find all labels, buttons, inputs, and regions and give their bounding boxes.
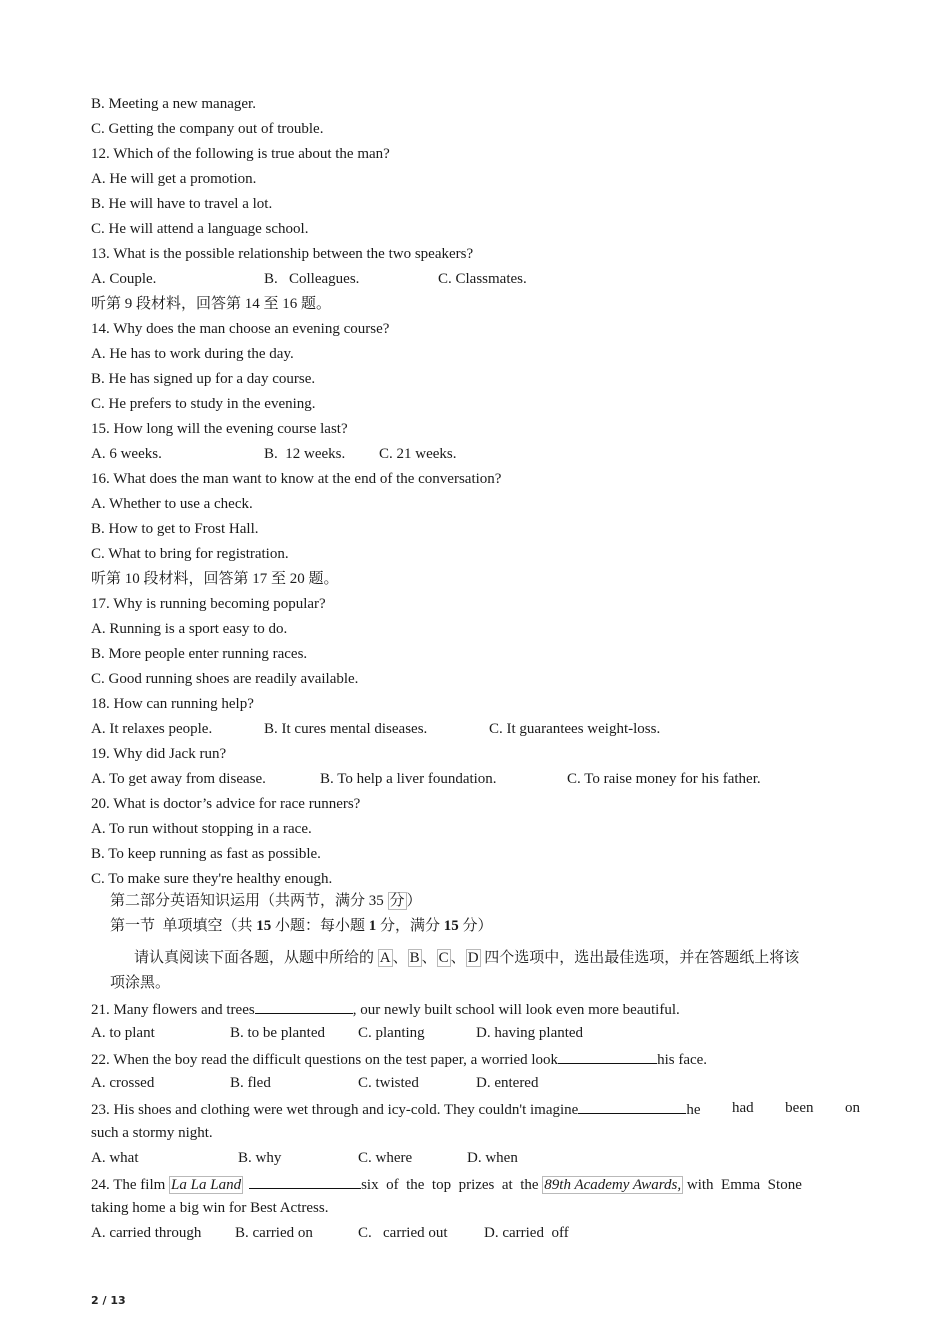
section-instruction: 听第 10 段材料，回答第 17 至 20 题。 xyxy=(91,571,339,587)
option-c: C. It guarantees weight-loss. xyxy=(489,721,661,737)
answer-blank xyxy=(249,1174,361,1189)
question-text: had xyxy=(732,1100,754,1116)
option-c: C. twisted xyxy=(358,1075,419,1091)
part-heading-text: ） xyxy=(406,893,422,909)
text-line: C. Getting the company out of trouble. xyxy=(91,121,324,137)
option-c: C. 21 weeks. xyxy=(379,446,457,462)
text-line: C. He will attend a language school. xyxy=(91,221,309,237)
separator: 、 xyxy=(450,950,466,966)
option-b: B. fled xyxy=(230,1075,271,1091)
option-a: A. to plant xyxy=(91,1025,155,1041)
option-d: D. having planted xyxy=(476,1025,584,1041)
text-line: B. How to get to Frost Hall. xyxy=(91,521,259,537)
separator: 、 xyxy=(392,950,408,966)
text-line: B. More people enter running races. xyxy=(91,646,308,662)
text-line: A. To run without stopping in a race. xyxy=(91,821,312,837)
section-heading xyxy=(110,917,493,935)
text-line: A. Whether to use a check. xyxy=(91,496,253,512)
film-title: La La Land xyxy=(171,1177,242,1193)
question-text: been xyxy=(785,1100,814,1116)
option-a: A. what xyxy=(91,1150,139,1166)
text-line: C. What to bring for registration. xyxy=(91,546,289,562)
question-text: , our newly built school will look even more beautiful. xyxy=(352,1002,680,1018)
option-a: A. carried through xyxy=(91,1225,202,1241)
text-line: C. Good running shoes are readily available. xyxy=(91,671,359,687)
text-line: A. He has to work during the day. xyxy=(91,346,294,362)
section-heading-text: 分，满分 xyxy=(376,918,444,934)
option-b: B. carried on xyxy=(235,1225,313,1241)
page-number: 2 / 13 xyxy=(91,1294,126,1307)
option-a: A. Couple. xyxy=(91,271,157,287)
question-23 xyxy=(91,1099,860,1119)
question-15: 15. How long will the evening course last? xyxy=(91,421,348,437)
question-18: 18. How can running help? xyxy=(91,696,254,712)
question-text: on xyxy=(845,1100,860,1116)
text-line: C. To make sure they're healthy enough. xyxy=(91,871,333,887)
option-a: A. It relaxes people. xyxy=(91,721,213,737)
choice-letter: A xyxy=(379,950,391,966)
text-line: B. He has signed up for a day course. xyxy=(91,371,316,387)
text-line: C. He prefers to study in the evening. xyxy=(91,396,316,412)
text-line: A. He will get a promotion. xyxy=(91,171,257,187)
section-heading-text: 第一节 单项填空（共 xyxy=(110,918,257,934)
section-heading-text: 小题：每小题 xyxy=(271,918,369,934)
question-22 xyxy=(91,1049,707,1069)
section-heading-text: 分） xyxy=(458,918,493,934)
text-line: B. Meeting a new manager. xyxy=(91,96,256,112)
choice-letter: B xyxy=(409,950,420,966)
question-17: 17. Why is running becoming popular? xyxy=(91,596,326,612)
option-d: D. entered xyxy=(476,1075,539,1091)
option-c: C. Classmates. xyxy=(438,271,527,287)
text-line: B. He will have to travel a lot. xyxy=(91,196,273,212)
question-text: six of the top prizes at the xyxy=(361,1177,543,1193)
option-c: C. carried out xyxy=(358,1225,448,1241)
option-b: B. why xyxy=(238,1150,282,1166)
option-c: C. where xyxy=(358,1150,413,1166)
choice-letter: D xyxy=(467,950,479,966)
answer-blank xyxy=(558,1049,657,1064)
question-text: 22. When the boy read the difficult questions on the test paper, a worried look xyxy=(91,1052,559,1068)
text-line: B. To keep running as fast as possible. xyxy=(91,846,321,862)
question-16: 16. What does the man want to know at the end of the conversation? xyxy=(91,471,502,487)
option-c: C. planting xyxy=(358,1025,425,1041)
question-text-group xyxy=(91,1099,701,1119)
part-heading-boxed: 分 xyxy=(389,893,405,909)
option-a: A. crossed xyxy=(91,1075,155,1091)
option-b: B. Colleagues. xyxy=(264,271,360,287)
question-text: taking home a big win for Best Actress. xyxy=(91,1200,329,1216)
question-14: 14. Why does the man choose an evening course? xyxy=(91,321,390,337)
question-text: 21. Many flowers and trees xyxy=(91,1002,255,1018)
section-points: 1 xyxy=(368,918,377,934)
part-heading xyxy=(110,892,422,910)
option-a: A. 6 weeks. xyxy=(91,446,162,462)
answer-blank xyxy=(578,1099,686,1114)
part-heading-text: 第二部分英语知识运用（共两节，满分 35 xyxy=(110,893,388,909)
award-name: 89th Academy Awards, xyxy=(544,1177,682,1193)
choice-letter: C xyxy=(438,950,449,966)
question-text: his face. xyxy=(657,1052,708,1068)
section-instruction: 听第 9 段材料，回答第 14 至 16 题。 xyxy=(91,296,332,312)
instruction-part: 四个选项中，选出最佳选项，并在答题纸上将该 xyxy=(480,950,800,966)
answer-blank xyxy=(255,999,353,1014)
question-text: 24. The film xyxy=(91,1177,170,1193)
section-count: 15 xyxy=(256,918,272,934)
option-d: D. carried off xyxy=(484,1225,569,1241)
separator: 、 xyxy=(421,950,437,966)
question-text: he xyxy=(686,1102,701,1118)
question-24 xyxy=(91,1174,860,1194)
question-13: 13. What is the possible relationship between the two speakers? xyxy=(91,246,474,262)
option-b: B. It cures mental diseases. xyxy=(264,721,428,737)
instruction-text: 项涂黑。 xyxy=(110,975,171,991)
question-21 xyxy=(91,999,680,1019)
question-20: 20. What is doctor’s advice for race runners? xyxy=(91,796,361,812)
option-d: D. when xyxy=(467,1150,518,1166)
option-c: C. To raise money for his father. xyxy=(567,771,761,787)
option-b: B. To help a liver foundation. xyxy=(320,771,497,787)
question-text: such a stormy night. xyxy=(91,1125,213,1141)
option-b: B. 12 weeks. xyxy=(264,446,346,462)
instruction-text xyxy=(134,949,799,967)
instruction-part: 请认真阅读下面各题，从题中所给的 xyxy=(134,950,378,966)
question-text: with Emma Stone xyxy=(683,1177,802,1193)
question-19: 19. Why did Jack run? xyxy=(91,746,227,762)
question-text: 23. His shoes and clothing were wet through and icy-cold. They couldn't imagine xyxy=(91,1102,579,1118)
section-total: 15 xyxy=(443,918,459,934)
question-12: 12. Which of the following is true about the man? xyxy=(91,146,390,162)
option-a: A. To get away from disease. xyxy=(91,771,266,787)
text-line: A. Running is a sport easy to do. xyxy=(91,621,288,637)
option-b: B. to be planted xyxy=(230,1025,325,1041)
